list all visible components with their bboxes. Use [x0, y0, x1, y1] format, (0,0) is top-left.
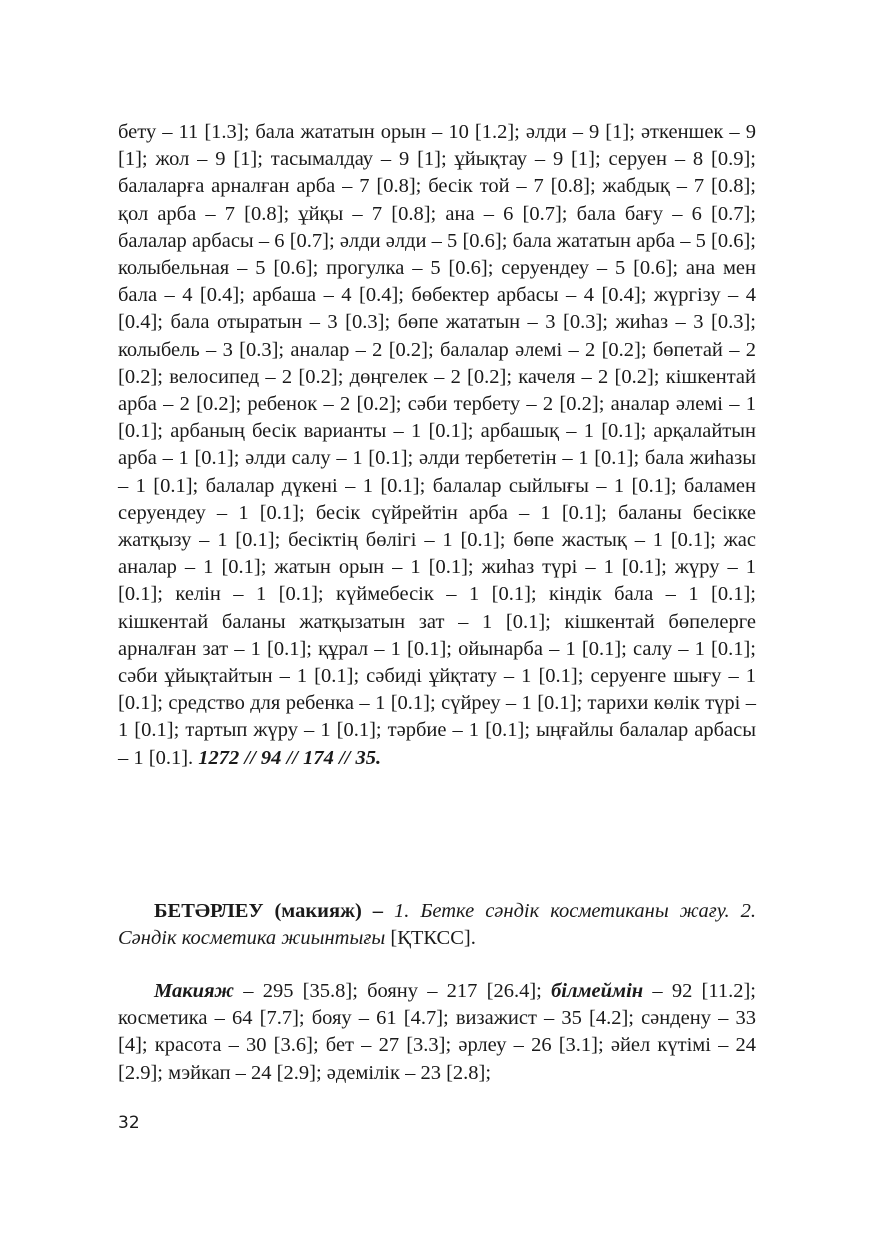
dictionary-entry-header — [118, 898, 756, 952]
entry-source: [ҚТКСС]. — [385, 927, 476, 950]
entry-headword: БЕТӘРЛЕУ (макияж) – — [154, 900, 383, 922]
page-number: 32 — [118, 1113, 140, 1133]
entry-definition: 1. Бетке сәндік косметиканы жағу. 2. Сәндік косметика жиынтығы — [118, 900, 756, 950]
association-list-part: – 92 [11.2]; косметика – 64 [7.7]; бояу – 61 [4.7]; визажист – 35 [4.2]; сәндену – 33 [4]; красота – 30 [3.6]; бет – 27 [3.3]; әрлеу – 26 [3.1]; әйел күтімі – 24 [2.9]; мэйкап – 24 [2.9]; әдемілік – 23 [2.8]; — [118, 980, 757, 1084]
association-list-part: – 295 [35.8]; бояну – 217 [26.4]; — [234, 980, 552, 1002]
association-list-text: бету – 11 [1.3]; бала жататын орын – 10 [1.2]; әлди – 9 [1]; әткеншек – 9 [1]; жол – 9 [1]; тасымалдау – 9 [1]; ұйықтау – 9 [1]; серуен – 8 [0.9]; балаларға арналған арба – 7 [0.8]; бесік той – 7 [0.8]; жабдық – 7 [0.8]; қол арба – 7 [0.8]; ұйқы – 7 [0.8]; ана – 6 [0.7]; бала бағу – 6 [0.7]; балалар арбасы – 6 [0.7]; әлди әлди – 5 [0.6]; бала жататын арба – 5 [0.6]; колыбельная – 5 [0.6]; прогулка – 5 [0.6]; серуендеу – 5 [0.6]; ана мен бала – 4 [0.4]; арбаша – 4 [0.4]; бөбектер арбасы – 4 [0.4]; жүргізу – 4 [0.4]; бала отыратын – 3 [0.3]; бөпе жататын – 3 [0.3]; жиһаз – 3 [0.3]; колыбель – 3 [0.3]; аналар – 2 [0.2]; балалар әлемі – 2 [0.2]; бөпетай – 2 [0.2]; велосипед – 2 [0.2]; дөңгелек – 2 [0.2]; качеля – 2 [0.2]; кішкентай арба – 2 [0.2]; ребенок – 2 [0.2]; сәби тербету – 2 [0.2]; аналар әлемі – 1 [0.1]; арбаның бесік варианты – 1 [0.1]; арбашық – 1 [0.1]; арқалайтын арба – 1 [0.1]; әлди салу – 1 [0.1]; әлди тербететін – 1 [0.1]; бала жиһазы – 1 [0.1]; балалар дүкені – 1 [0.1]; балалар сыйлығы – 1 [0.1]; баламен серуендеу – 1 [0.1]; бесік сүйрейтін арба – 1 [0.1]; баланы бесікке жатқызу – 1 [0.1]; бесіктің бөлігі – 1 [0.1]; бөпе жастық – 1 [0.1]; жас аналар – 1 [0.1]; жатын орын – 1 [0.1]; жиһаз түрі – 1 [0.1]; жүру – 1 [0.1]; келін – 1 [0.1]; күймебесік – 1 [0.1]; кіндік бала – 1 [0.1]; кішкентай баланы жатқызатын зат – 1 [0.1]; кішкентай бөпелерге арналған зат – 1 [0.1]; құрал – 1 [0.1]; ойынарба – 1 [0.1]; салу – 1 [0.1]; сәби ұйықтайтын – 1 [0.1]; сәбиді ұйқтату – 1 [0.1]; серуенге шығу – 1 [0.1]; средство для ребенка – 1 [0.1]; сүйреу – 1 [0.1]; тарихи көлік түрі – 1 [0.1]; тартып жүру – 1 [0.1]; тәрбие – 1 [0.1]; ыңғайлы балалар арбасы – 1 [0.1]. — [118, 121, 756, 769]
association-emphasis-word: білмеймін — [551, 980, 644, 1002]
association-statistics: 1272 // 94 // 174 // 35. — [198, 746, 382, 769]
association-lead-word: Макияж — [154, 980, 235, 1002]
association-list-start — [118, 978, 756, 1087]
association-list-continued — [118, 119, 756, 772]
